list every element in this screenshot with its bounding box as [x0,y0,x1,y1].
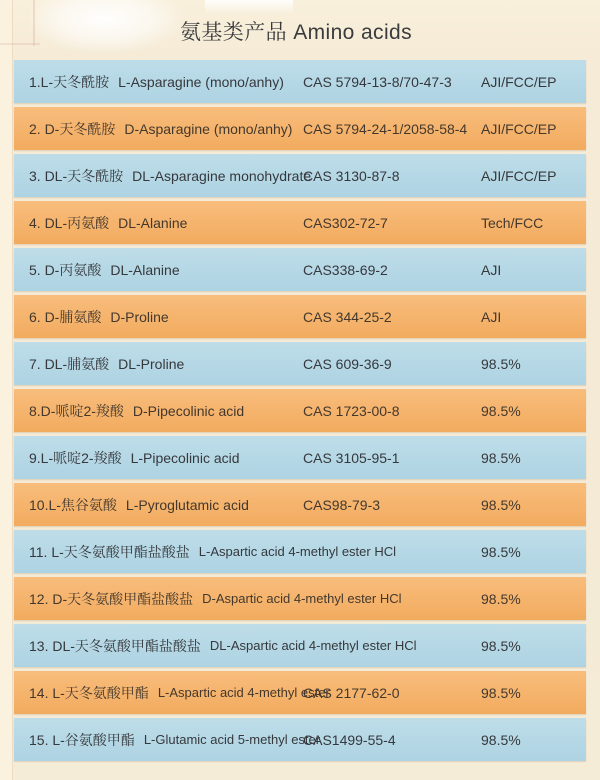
product-name-en: L-Asparagine (mono/anhy) [118,73,284,90]
product-name-cn: 4. DL-丙氨酸 [29,214,110,231]
scan-light-streak [205,0,293,14]
product-grade: 98.5% [481,449,521,466]
table-row [14,436,586,479]
product-grade: 98.5% [481,590,521,607]
product-name-cn: 12. D-天冬氨酸甲酯盐酸盐 [29,590,194,607]
product-grade: AJI/FCC/EP [481,73,557,90]
product-name-cn: 2. D-天冬酰胺 [29,120,116,137]
product-cas-number: CAS 5794-13-8/70-47-3 [303,73,452,90]
product-name-cn: 11. L-天冬氨酸甲酯盐酸盐 [29,543,190,560]
product-cas-number: CAS 609-36-9 [303,355,392,372]
product-table [14,60,586,765]
table-row [14,718,586,761]
product-grade: 98.5% [481,684,521,701]
product-cas-number: CAS 1723-00-8 [303,402,400,419]
product-name-cn: 7. DL-脯氨酸 [29,355,110,372]
product-cas-number: CAS302-72-7 [303,214,388,231]
product-name-en: D-Aspartic acid 4-methyl ester HCl [202,591,402,606]
product-cas-number: CAS 344-25-2 [303,308,392,325]
table-row [14,248,586,291]
product-cas-number: CAS 3105-95-1 [303,449,400,466]
table-row [14,295,586,338]
product-name-en: L-Pipecolinic acid [130,449,240,466]
product-grade: Tech/FCC [481,214,544,231]
product-name-cn: 15. L-谷氨酸甲酯 [29,731,135,748]
table-row [14,389,586,432]
product-name-cn: 9.L-哌啶2-羧酸 [29,449,122,466]
product-cas-number: CAS 2177-62-0 [303,684,400,701]
table-row [14,671,586,714]
product-cas-number: CAS1499-55-4 [303,731,396,748]
product-cas-number: CAS 3130-87-8 [303,167,400,184]
product-grade: 98.5% [481,543,521,560]
table-row [14,342,586,385]
page-title: 氨基类产品 Amino acids [179,21,413,44]
product-cas-number: CAS98-79-3 [303,496,381,513]
product-grade: 98.5% [481,731,521,748]
table-row [14,107,586,150]
table-row [14,60,586,103]
page-left-margin-strip [0,0,13,780]
product-grade: 98.5% [481,355,521,372]
product-grade: AJI/FCC/EP [481,167,557,184]
product-grade: AJI/FCC/EP [481,120,557,137]
product-cas-number: CAS338-69-2 [303,261,388,278]
product-name-cn: 5. D-丙氨酸 [29,261,102,278]
product-grade: AJI [481,261,502,278]
product-grade: 98.5% [481,637,521,654]
product-name-cn: 13. DL-天冬氨酸甲酯盐酸盐 [29,637,201,654]
table-row [14,624,586,667]
product-name-en: L-Glutamic acid 5-methyl ester [143,732,321,747]
product-name-cn: 8.D-哌啶2-羧酸 [29,402,124,419]
product-name-en: DL-Alanine [118,214,188,231]
table-row [14,577,586,620]
product-name-en: D-Asparagine (mono/anhy) [124,120,293,137]
product-cas-number: CAS 5794-24-1/2058-58-4 [303,120,468,137]
product-name-en: DL-Alanine [110,261,180,278]
product-name-en: L-Aspartic acid 4-methyl ester HCl [198,544,396,559]
table-row [14,201,586,244]
product-name-cn: 10.L-焦谷氨酸 [29,496,117,513]
product-grade: 98.5% [481,402,521,419]
table-row [14,154,586,197]
product-name-cn: 1.L-天冬酰胺 [29,73,110,90]
product-name-en: DL-Aspartic acid 4-methyl ester HCl [209,638,417,653]
product-name-cn: 3. DL-天冬酰胺 [29,167,124,184]
product-name-en: L-Pyroglutamic acid [125,496,249,513]
product-grade: 98.5% [481,496,521,513]
table-row [14,483,586,526]
product-name-en: D-Pipecolinic acid [132,402,245,419]
table-row [14,530,586,573]
product-name-cn: 6. D-脯氨酸 [29,308,102,325]
product-grade: AJI [481,308,502,325]
product-name-en: DL-Proline [118,355,185,372]
product-name-cn: 14. L-天冬氨酸甲酯 [29,684,149,701]
product-name-en: DL-Asparagine monohydrate [132,167,312,184]
product-name-en: D-Proline [110,308,169,325]
product-name-en: L-Aspartic acid 4-methyl ester [157,685,330,700]
